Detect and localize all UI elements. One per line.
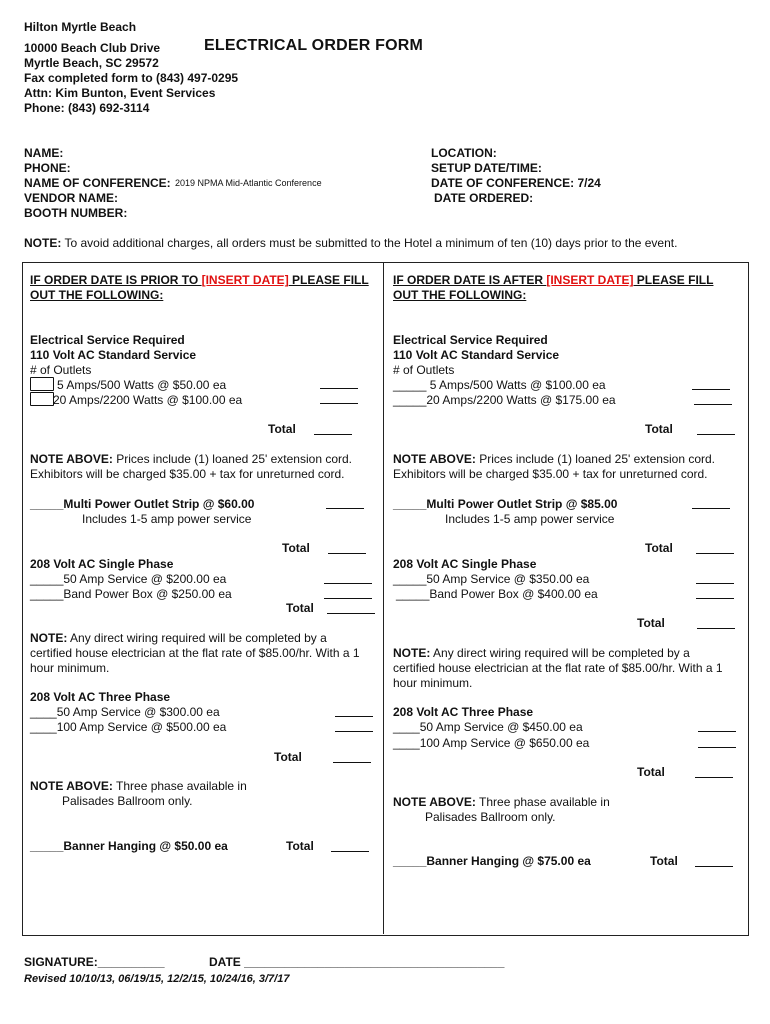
right-three-100: ____100 Amp Service @ $650.00 ea [393,736,590,750]
left-outlets-label: # of Outlets [30,363,92,377]
right-note-2 [393,646,723,691]
right-single-band: _____Band Power Box @ $400.00 ea [396,587,598,601]
left-single-50-line[interactable] [324,573,372,584]
left-total-2: Total [282,541,310,555]
left-note-3-line2: Palisades Ballroom only. [62,794,193,808]
left-total-4-line[interactable] [333,752,371,763]
conference-label: NAME OF CONFERENCE: [24,176,171,190]
phone-line: Phone: (843) 692-3114 [24,101,150,115]
right-note-2-label: NOTE: [393,646,431,660]
signature-field[interactable]: SIGNATURE:__________ [24,955,165,969]
hotel-name: Hilton Myrtle Beach [24,20,137,34]
right-single-50: _____50 Amp Service @ $350.00 ea [393,572,590,586]
note-top [24,236,677,250]
right-total-3-line[interactable] [697,618,735,629]
right-outlets-label: # of Outlets [393,363,455,377]
column-divider [383,263,384,934]
right-header-a: IF ORDER DATE IS AFTER [393,273,547,287]
right-total-3: Total [637,616,665,630]
right-note-1-text: Prices include (1) loaned 25' extension cord. Exhibitors will be charged $35.00 + tax for unreturned cord. [393,452,715,481]
left-110v-title: 110 Volt AC Standard Service [30,348,197,362]
right-three-50-line[interactable] [698,721,736,732]
left-three-100-line[interactable] [335,721,373,732]
left-single-band: _____Band Power Box @ $250.00 ea [30,587,232,601]
left-three-50-line[interactable] [335,706,373,717]
attn-line: Attn: Kim Bunton, Event Services [24,86,216,100]
left-header [30,273,370,303]
right-single-title: 208 Volt AC Single Phase [393,557,537,571]
left-total-1: Total [268,422,296,436]
right-20amp-total-line[interactable] [694,394,732,405]
right-note-3-line2: Palisades Ballroom only. [425,810,556,824]
left-total-3: Total [286,601,314,615]
left-es-title: Electrical Service Required [30,333,185,347]
right-header-date: [INSERT DATE] [546,273,634,287]
left-5amp-total-line[interactable] [320,378,358,389]
right-total-4: Total [637,765,665,779]
left-5amp-checkbox[interactable] [30,377,54,391]
left-three-title: 208 Volt AC Three Phase [30,690,171,704]
left-note-2-text: Any direct wiring required will be completed by a certified house electrician at the flat rate of $85.00/hr. With a 1 hour minimum. [30,631,360,675]
right-total-2-line[interactable] [696,543,734,554]
left-banner-item: _____Banner Hanging @ $50.00 ea [30,839,228,853]
left-note-3-text: Three phase available in [112,779,247,793]
right-20amp-item: _____20 Amps/2200 Watts @ $175.00 ea [393,393,616,407]
right-header [393,273,733,303]
left-note-3-label: NOTE ABOVE: [30,779,113,793]
right-three-50: ____50 Amp Service @ $450.00 ea [393,720,583,734]
phone-label: PHONE: [24,161,71,175]
right-single-50-line[interactable] [696,573,734,584]
left-header-b: PLEASE FILL OUT THE FOLLOWING: [30,273,369,302]
left-20amp-checkbox[interactable] [30,392,54,406]
left-three-100: ____100 Amp Service @ $500.00 ea [30,720,227,734]
left-strip-item: _____Multi Power Outlet Strip @ $60.00 [30,497,255,511]
note-top-text: To avoid additional charges, all orders must be submitted to the Hotel a minimum of ten (10) days prior to the event. [61,236,678,250]
left-5amp-item: 5 Amps/500 Watts @ $50.00 ea [57,378,227,392]
right-strip-line[interactable] [692,498,730,509]
right-note-3 [393,795,610,809]
right-banner-item: _____Banner Hanging @ $75.00 ea [393,854,591,868]
right-5amp-item: _____ 5 Amps/500 Watts @ $100.00 ea [393,378,606,392]
conference-value: 2019 NPMA Mid-Atlantic Conference [175,178,322,188]
left-total-5-line[interactable] [331,841,369,852]
right-total-5: Total [650,854,678,868]
left-header-date: [INSERT DATE] [201,273,289,287]
right-note-1-label: NOTE ABOVE: [393,452,476,466]
right-note-3-label: NOTE ABOVE: [393,795,476,809]
right-110v-title: 110 Volt AC Standard Service [393,348,560,362]
right-header-b: PLEASE FILL OUT THE FOLLOWING: [393,273,714,302]
left-total-5: Total [286,839,314,853]
left-single-50: _____50 Amp Service @ $200.00 ea [30,572,227,586]
left-20amp-item: 20 Amps/2200 Watts @ $100.00 ea [53,393,243,407]
setup-label: SETUP DATE/TIME: [431,161,542,175]
right-note-2-text: Any direct wiring required will be completed by a certified house electrician at the flat rate of $85.00/hr. With a 1 hour minimum. [393,646,723,690]
left-header-a: IF ORDER DATE IS PRIOR TO [30,273,202,287]
right-three-100-line[interactable] [698,737,736,748]
right-total-1: Total [645,422,673,436]
left-note-1-label: NOTE ABOVE: [30,452,113,466]
left-single-band-line[interactable] [324,588,372,599]
location-label: LOCATION: [431,146,497,160]
booth-label: BOOTH NUMBER: [24,206,128,220]
address-line2: Myrtle Beach, SC 29572 [24,56,159,70]
right-total-1-line[interactable] [697,424,735,435]
left-note-2 [30,631,360,676]
left-strip-sub: Includes 1-5 amp power service [82,512,252,526]
left-total-3-line[interactable] [327,603,375,614]
right-total-4-line[interactable] [695,767,733,778]
address-line1: 10000 Beach Club Drive [24,41,161,55]
note-top-label: NOTE: [24,236,62,250]
left-note-2-label: NOTE: [30,631,68,645]
right-total-5-line[interactable] [695,856,733,867]
date-field[interactable]: DATE _______________________________________ [209,955,505,969]
right-single-band-line[interactable] [696,588,734,599]
left-20amp-total-line[interactable] [320,393,358,404]
name-label: NAME: [24,146,64,160]
fax-line: Fax completed form to (843) 497-0295 [24,71,239,85]
left-strip-line[interactable] [326,498,364,509]
right-strip-item: _____Multi Power Outlet Strip @ $85.00 [393,497,618,511]
left-note-1 [30,452,375,482]
left-single-title: 208 Volt AC Single Phase [30,557,174,571]
form-title: ELECTRICAL ORDER FORM [204,37,424,54]
vendor-label: VENDOR NAME: [24,191,119,205]
left-three-50: ____50 Amp Service @ $300.00 ea [30,705,220,719]
right-three-title: 208 Volt AC Three Phase [393,705,534,719]
date-conference-label: DATE OF CONFERENCE: 7/24 [431,176,601,190]
left-note-1-text: Prices include (1) loaned 25' extension cord. Exhibitors will be charged $35.00 + tax for unreturned cord. [30,452,352,481]
right-total-2: Total [645,541,673,555]
right-es-title: Electrical Service Required [393,333,548,347]
right-strip-sub: Includes 1-5 amp power service [445,512,615,526]
right-note-3-text: Three phase available in [475,795,610,809]
left-total-4: Total [274,750,302,764]
date-ordered-label: DATE ORDERED: [434,191,534,205]
left-total-1-line[interactable] [314,424,352,435]
left-note-3 [30,779,247,793]
right-5amp-total-line[interactable] [692,379,730,390]
left-total-2-line[interactable] [328,543,366,554]
right-note-1 [393,452,738,482]
revised-line: Revised 10/10/13, 06/19/15, 12/2/15, 10/24/16, 3/7/17 [24,973,290,985]
